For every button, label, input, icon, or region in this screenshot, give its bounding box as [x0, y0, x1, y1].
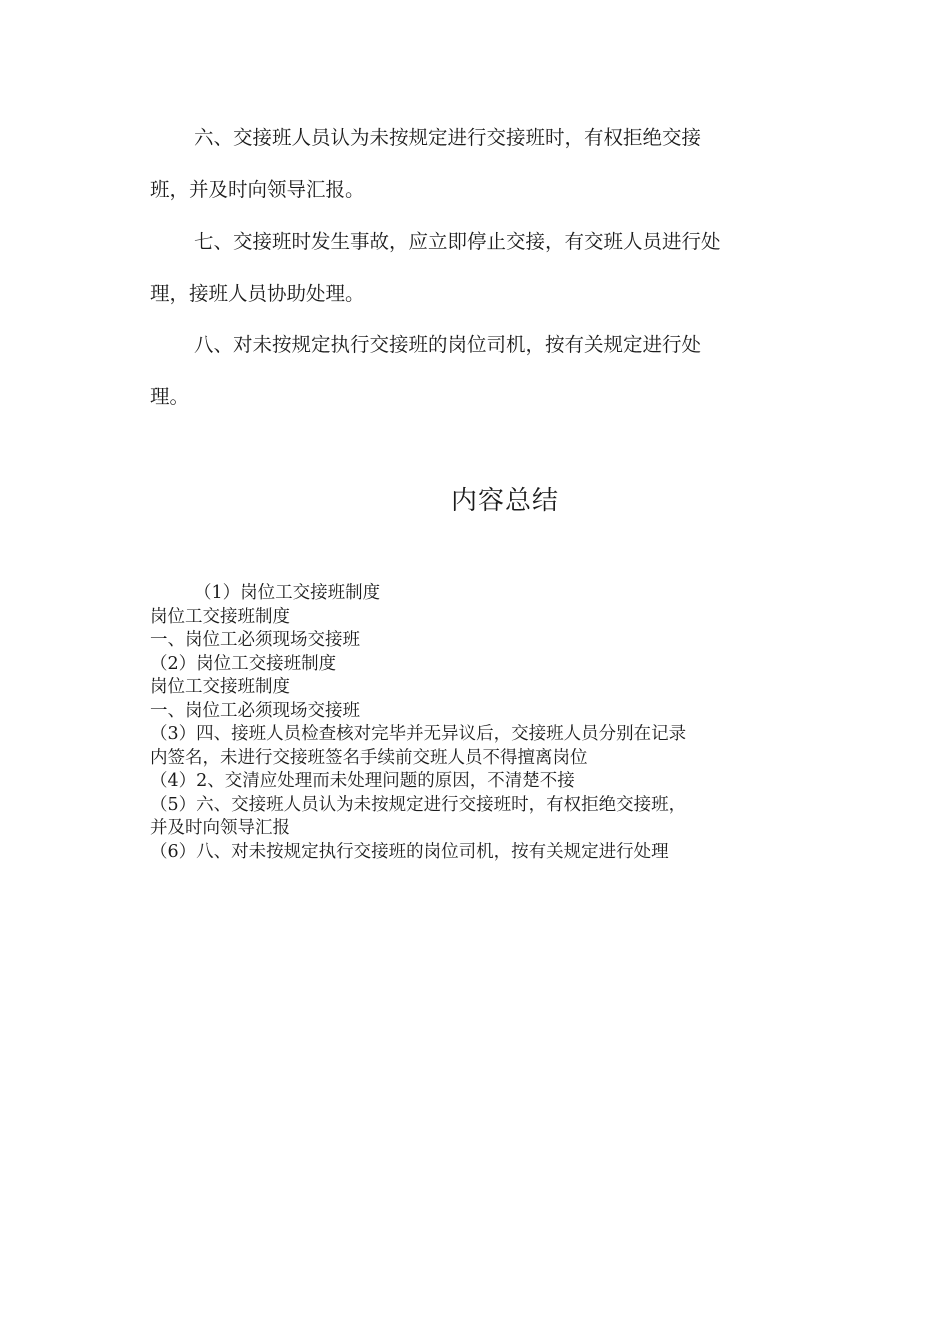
- paragraph-7-line-2: 理，接班人员协助处理。: [150, 282, 365, 305]
- paragraph-7-line-1: 七、交接班时发生事故，应立即停止交接，有交班人员进行处: [194, 230, 721, 253]
- summary-line: 岗位工交接班制度: [150, 677, 290, 697]
- summary-line: 岗位工交接班制度: [150, 606, 290, 627]
- summary-line: （5）六、交接班人员认为未按规定进行交接班时，有权拒绝交接班，: [150, 794, 687, 815]
- summary-line: （1）岗位工交接班制度: [194, 583, 381, 603]
- summary-list: [150, 582, 810, 864]
- summary-line: （3）四、接班人员检查核对完毕并无异议后，交接班人员分别在记录: [150, 724, 687, 744]
- paragraph-8-line-2: 理。: [150, 385, 190, 408]
- summary-line: （6）八、对未按规定执行交接班的岗位司机，按有关规定进行处理: [150, 841, 669, 862]
- summary-line: 一、岗位工必须现场交接班: [150, 630, 360, 650]
- summary-line: （4）2、交清应处理而未处理问题的原因，不清楚不接: [150, 771, 575, 791]
- paragraph-8-line-1: 八、对未按规定执行交接班的岗位司机，按有关规定进行处: [194, 333, 702, 356]
- summary-line: 并及时向领导汇报: [150, 818, 290, 838]
- paragraph-6-line-2: 班，并及时向领导汇报。: [150, 178, 365, 201]
- summary-line: 内签名，未进行交接班签名手续前交班人员不得擅离岗位: [150, 747, 588, 768]
- summary-line: 一、岗位工必须现场交接班: [150, 700, 360, 721]
- summary-line: （2）岗位工交接班制度: [150, 653, 337, 674]
- summary-title: 内容总结: [450, 486, 559, 516]
- paragraph-6-line-1: 六、交接班人员认为未按规定进行交接班时，有权拒绝交接: [194, 126, 702, 149]
